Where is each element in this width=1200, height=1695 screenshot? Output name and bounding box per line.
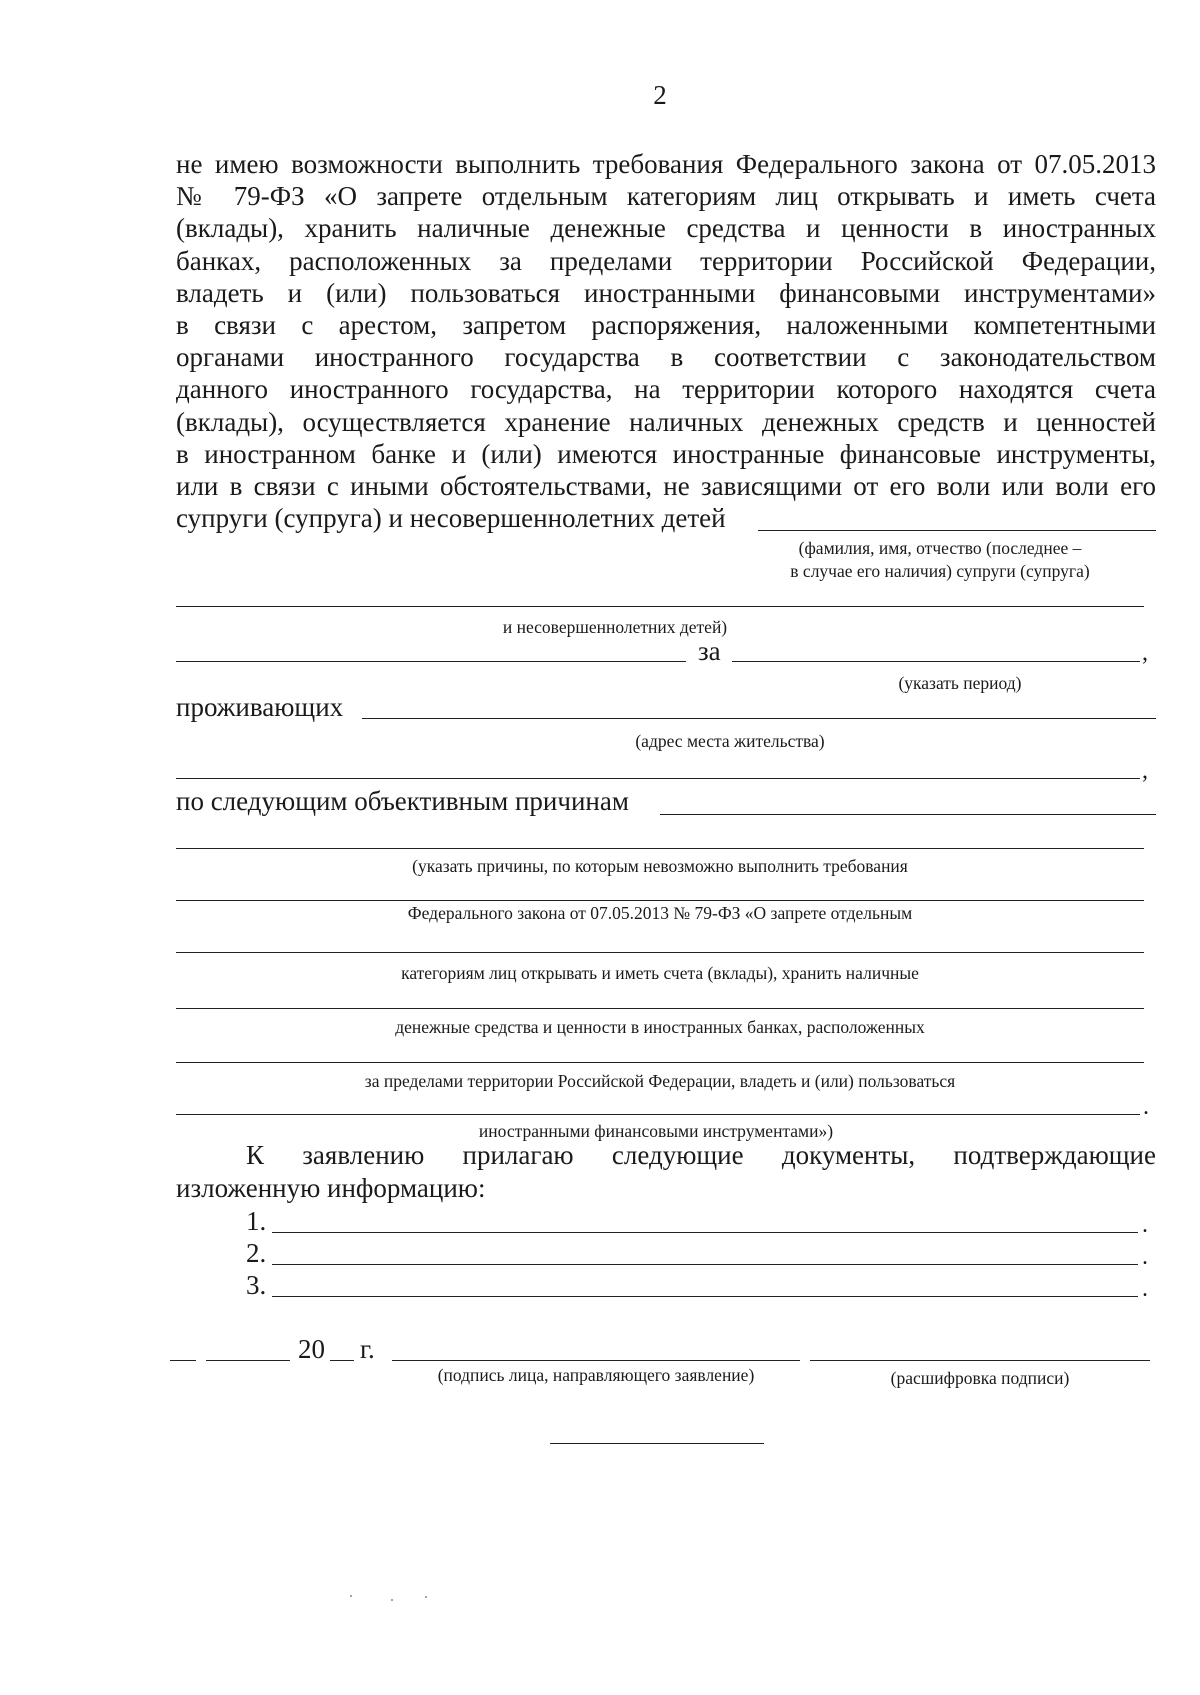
address-field[interactable] [362,718,1156,719]
period-hint: (указать период) [898,673,1022,693]
reasons-field-line[interactable] [176,1114,1140,1115]
paragraph-line: № 79-ФЗ «О запрете отдельным категориям лиц открывать и иметь счета [176,181,1156,212]
address-hint: (адрес места жительства) [635,731,825,751]
paragraph-line: органами иностранного государства в соответствии с законодательством [176,342,1156,373]
reasons-label: по следующим объективным причинам [176,786,629,816]
reasons-hint: категориям лиц открывать и иметь счета (вклады), хранить наличные [401,963,919,983]
spouse-name-hint: (фамилия, имя, отчество (последнее – [798,538,1082,558]
scan-speck [350,1595,352,1597]
signature-hint: (подпись лица, направляющего заявление) [437,1365,755,1385]
date-year-prefix: 20 [298,1334,325,1364]
signature-decoding-hint: (расшифровка подписи) [890,1368,1070,1388]
reasons-field-line[interactable] [176,900,1144,901]
residing-label: проживающих [176,692,344,722]
reasons-field-line[interactable] [176,848,1144,849]
children-name-field[interactable] [176,606,1144,607]
reasons-field-line[interactable] [176,1062,1144,1063]
attachment-period: . [1142,1244,1148,1270]
children-name-hint: и несовершеннолетних детей) [502,617,728,637]
scan-speck [391,1599,393,1601]
paragraph-line: банках, расположенных за пределами территории Российской Федерации, [176,245,1156,276]
reasons-hint: денежные средства и ценности в иностранных банках, расположенных [395,1017,925,1037]
paragraph-line: (вклады), хранить наличные денежные средства и ценности в иностранных [176,213,1156,244]
attachment-field-2[interactable] [272,1264,1138,1265]
reasons-field-line[interactable] [176,1008,1144,1009]
attachment-field-3[interactable] [272,1296,1138,1297]
period-comma: , [1142,640,1148,666]
attachment-period: . [1142,1212,1148,1238]
reasons-period: . [1143,1094,1149,1120]
date-month-field[interactable] [206,1360,290,1361]
reasons-field-line[interactable] [176,952,1144,953]
date-year-suffix: г. [360,1334,375,1364]
scan-speck [425,1596,427,1598]
reasons-hint: иностранными финансовыми инструментами») [478,1121,834,1141]
address-field-2[interactable] [176,778,1140,779]
spouse-name-field[interactable] [758,530,1156,531]
reasons-hint: Федерального закона от 07.05.2013 № 79-ФЗ «О запрете отдельным [407,903,913,923]
statement-paragraph [176,148,1156,534]
attachment-period: . [1142,1276,1148,1302]
period-field[interactable] [732,661,1140,662]
paragraph-line: в иностранном банке и (или) имеются иностранные финансовые инструменты, [176,438,1156,469]
paragraph-line: (вклады), осуществляется хранение наличных денежных средств и ценностей [176,406,1156,437]
page-number: 2 [653,80,667,110]
attachment-number: 1. [246,1206,267,1236]
attachment-number: 3. [246,1270,267,1300]
spouse-name-hint: в случае его наличия) супруги (супруга) [790,561,1090,581]
paragraph-line: в связи с арестом, запретом распоряжения, наложенными компетентными [176,310,1156,341]
attachment-field-1[interactable] [272,1232,1138,1233]
paragraph-line: не имею возможности выполнить требования Федерального закона от 07.05.2013 [176,149,1156,179]
paragraph-line: или в связи с иными обстоятельствами, не зависящими от его воли или воли его [176,471,1156,502]
signature-decoding-field[interactable] [810,1360,1150,1361]
reasons-field[interactable] [660,814,1156,815]
reasons-hint: за пределами территории Российской Федерации, владеть и (или) пользоваться [364,1071,956,1091]
date-day-field[interactable] [170,1360,196,1361]
paragraph-line: владеть и (или) пользоваться иностранными финансовыми инструментами» [176,277,1156,308]
closing-separator [550,1443,764,1444]
attachments-intro: К заявлению прилагаю следующие документы, подтверждающие [246,1140,1156,1170]
paragraph-line: данного иностранного государства, на территории которого находятся счета [176,374,1156,405]
address-comma: , [1142,758,1148,784]
attachments-intro-2: изложенную информацию: [176,1173,486,1203]
paragraph-line: супруги (супруга) и несовершеннолетних детей [176,503,726,534]
reasons-hint: (указать причины, по которым невозможно выполнить требования [412,856,908,876]
signature-field[interactable] [392,1360,800,1361]
children-name-field-2[interactable] [176,661,686,662]
attachment-number: 2. [246,1238,267,1268]
date-year-field[interactable] [330,1360,354,1361]
za-label: за [698,636,721,666]
